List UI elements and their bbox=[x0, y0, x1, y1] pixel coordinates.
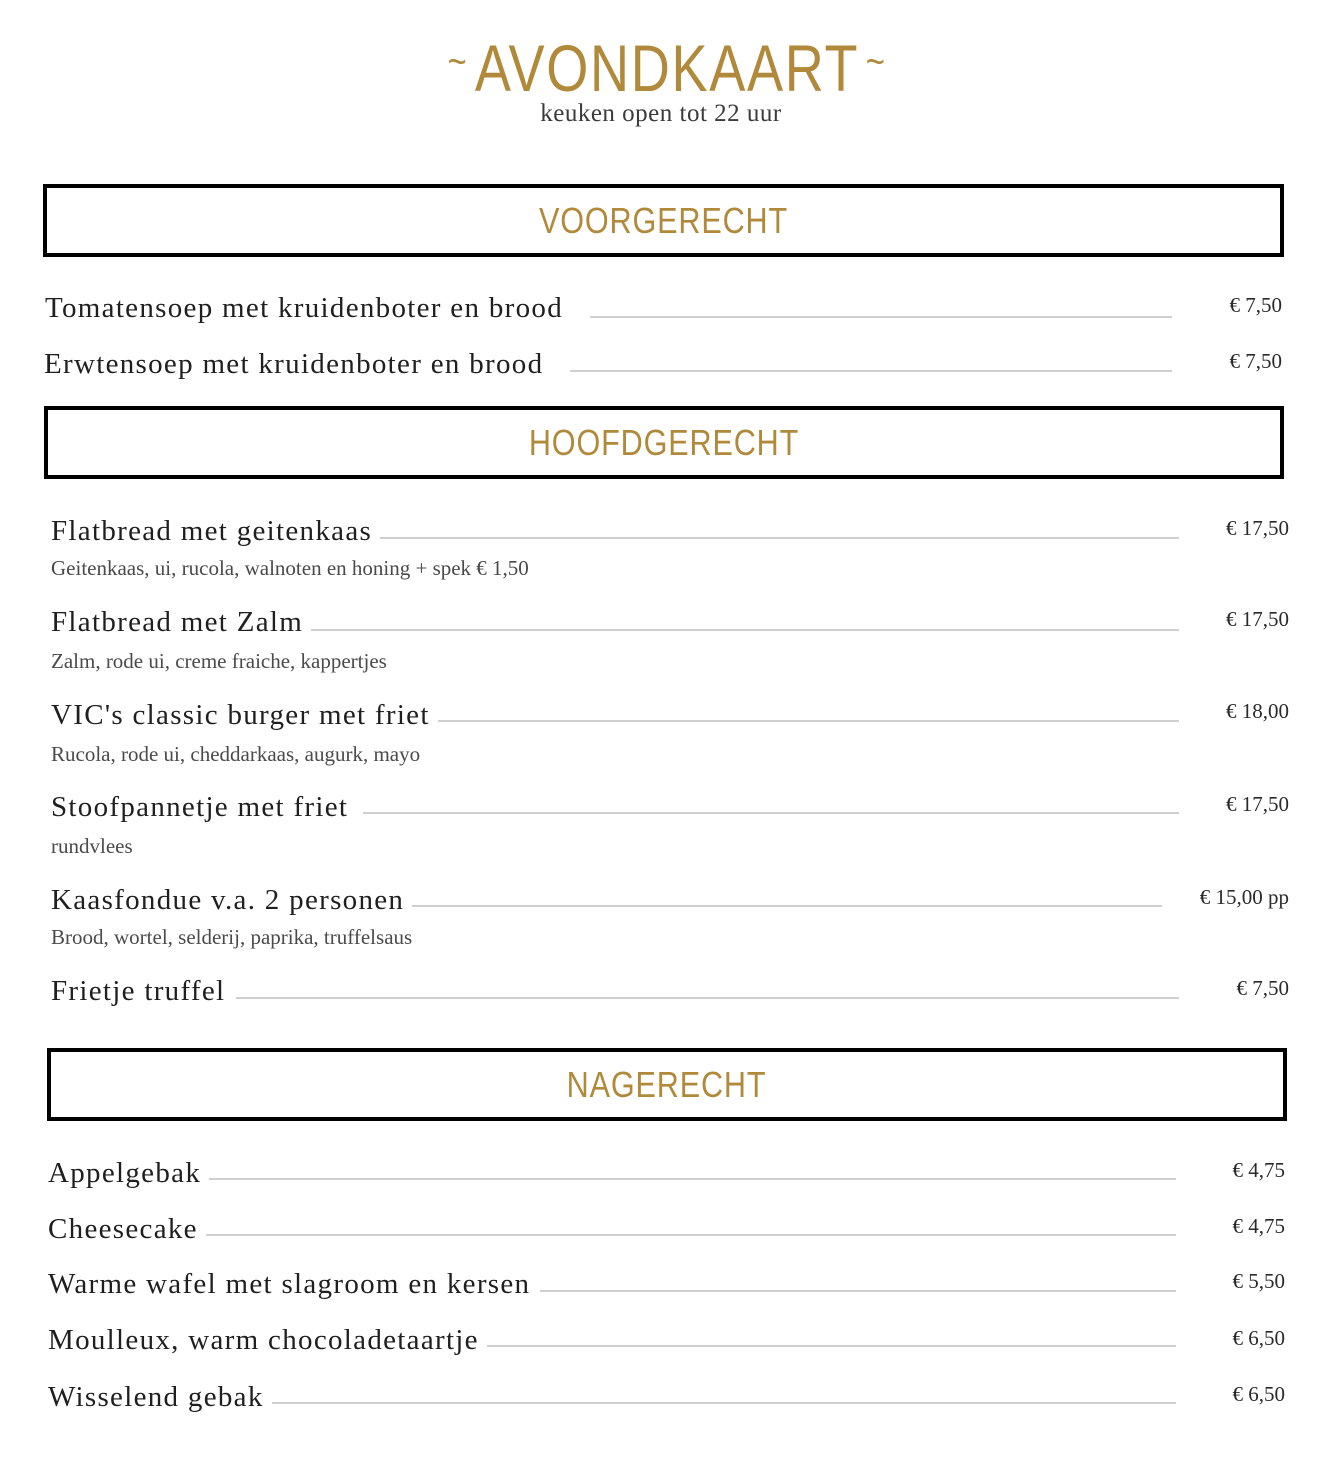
leader-line bbox=[590, 316, 1172, 318]
section-header-nagerecht bbox=[47, 1048, 1287, 1121]
menu-item-price: € 6,50 bbox=[1232, 1382, 1285, 1406]
menu-item-name: Stoofpannetje met friet bbox=[51, 790, 356, 824]
menu-item-name: VIC's classic burger met friet bbox=[51, 698, 438, 732]
menu-item-description: rundvlees bbox=[51, 834, 133, 858]
section-label: NAGERECHT bbox=[567, 1063, 767, 1105]
menu-item-price: € 5,50 bbox=[1232, 1269, 1285, 1293]
page-title bbox=[120, 22, 1214, 108]
title-tilde-left: ~ bbox=[447, 40, 469, 84]
section-header-hoofdgerecht bbox=[44, 406, 1284, 479]
menu-item-price: € 18,00 bbox=[1226, 699, 1289, 723]
leader-line bbox=[540, 1290, 1176, 1292]
menu-item-name: Frietje truffel bbox=[51, 974, 233, 1008]
menu-item-description: Rucola, rode ui, cheddarkaas, augurk, mayo bbox=[51, 742, 421, 766]
leader-line bbox=[236, 997, 1179, 999]
menu-item-name: Erwtensoep met kruidenboter en brood bbox=[44, 347, 551, 381]
menu-item-price: € 17,50 bbox=[1226, 516, 1289, 540]
menu-item-description: Geitenkaas, ui, rucola, walnoten en honing + spek € 1,50 bbox=[51, 556, 529, 580]
leader-line bbox=[380, 537, 1179, 539]
leader-line bbox=[203, 1234, 1176, 1236]
menu-item-price: € 17,50 bbox=[1226, 607, 1289, 631]
leader-line bbox=[205, 1178, 1176, 1180]
leader-line bbox=[570, 370, 1172, 372]
leader-line bbox=[482, 1345, 1176, 1347]
section-label: VOORGERECHT bbox=[538, 199, 789, 241]
section-label: HOOFDGERECHT bbox=[528, 421, 800, 463]
menu-item-name: Warme wafel met slagroom en kersen bbox=[48, 1267, 538, 1301]
leader-line bbox=[310, 629, 1179, 631]
leader-line bbox=[363, 812, 1179, 814]
menu-item-name: Kaasfondue v.a. 2 personen bbox=[51, 883, 412, 917]
menu-item-price: € 17,50 bbox=[1226, 792, 1289, 816]
menu-item-description: Brood, wortel, selderij, paprika, truffelsaus bbox=[51, 925, 413, 949]
menu-item-price: € 4,75 bbox=[1232, 1158, 1285, 1182]
menu-item-name: Appelgebak bbox=[48, 1156, 209, 1190]
menu-item-price: € 6,50 bbox=[1232, 1326, 1285, 1350]
page-subtitle: keuken open tot 22 uur bbox=[540, 100, 782, 127]
title-text: AVONDKAART bbox=[474, 31, 860, 105]
menu-item-price: € 7,50 bbox=[1229, 349, 1282, 373]
menu-item-price: € 7,50 bbox=[1229, 293, 1282, 317]
menu-item-name: Flatbread met Zalm bbox=[51, 605, 311, 639]
menu-item-price: € 4,75 bbox=[1232, 1214, 1285, 1238]
menu-item-name: Cheesecake bbox=[48, 1212, 206, 1246]
menu-item-name: Tomatensoep met kruidenboter en brood bbox=[45, 291, 571, 325]
leader-line bbox=[270, 1402, 1176, 1404]
menu-item-name: Flatbread met geitenkaas bbox=[51, 514, 380, 548]
leader-line bbox=[432, 720, 1179, 722]
leader-line bbox=[410, 905, 1162, 907]
section-header-voorgerecht bbox=[43, 184, 1284, 257]
title-tilde-right: ~ bbox=[865, 40, 887, 84]
menu-item-description: Zalm, rode ui, creme fraiche, kappertjes bbox=[51, 649, 387, 673]
menu-item-name: Wisselend gebak bbox=[48, 1380, 272, 1414]
menu-item-price: € 15,00 pp bbox=[1199, 885, 1289, 909]
menu-item-name: Moulleux, warm chocoladetaartje bbox=[48, 1323, 487, 1357]
menu-item-price: € 7,50 bbox=[1236, 976, 1289, 1000]
